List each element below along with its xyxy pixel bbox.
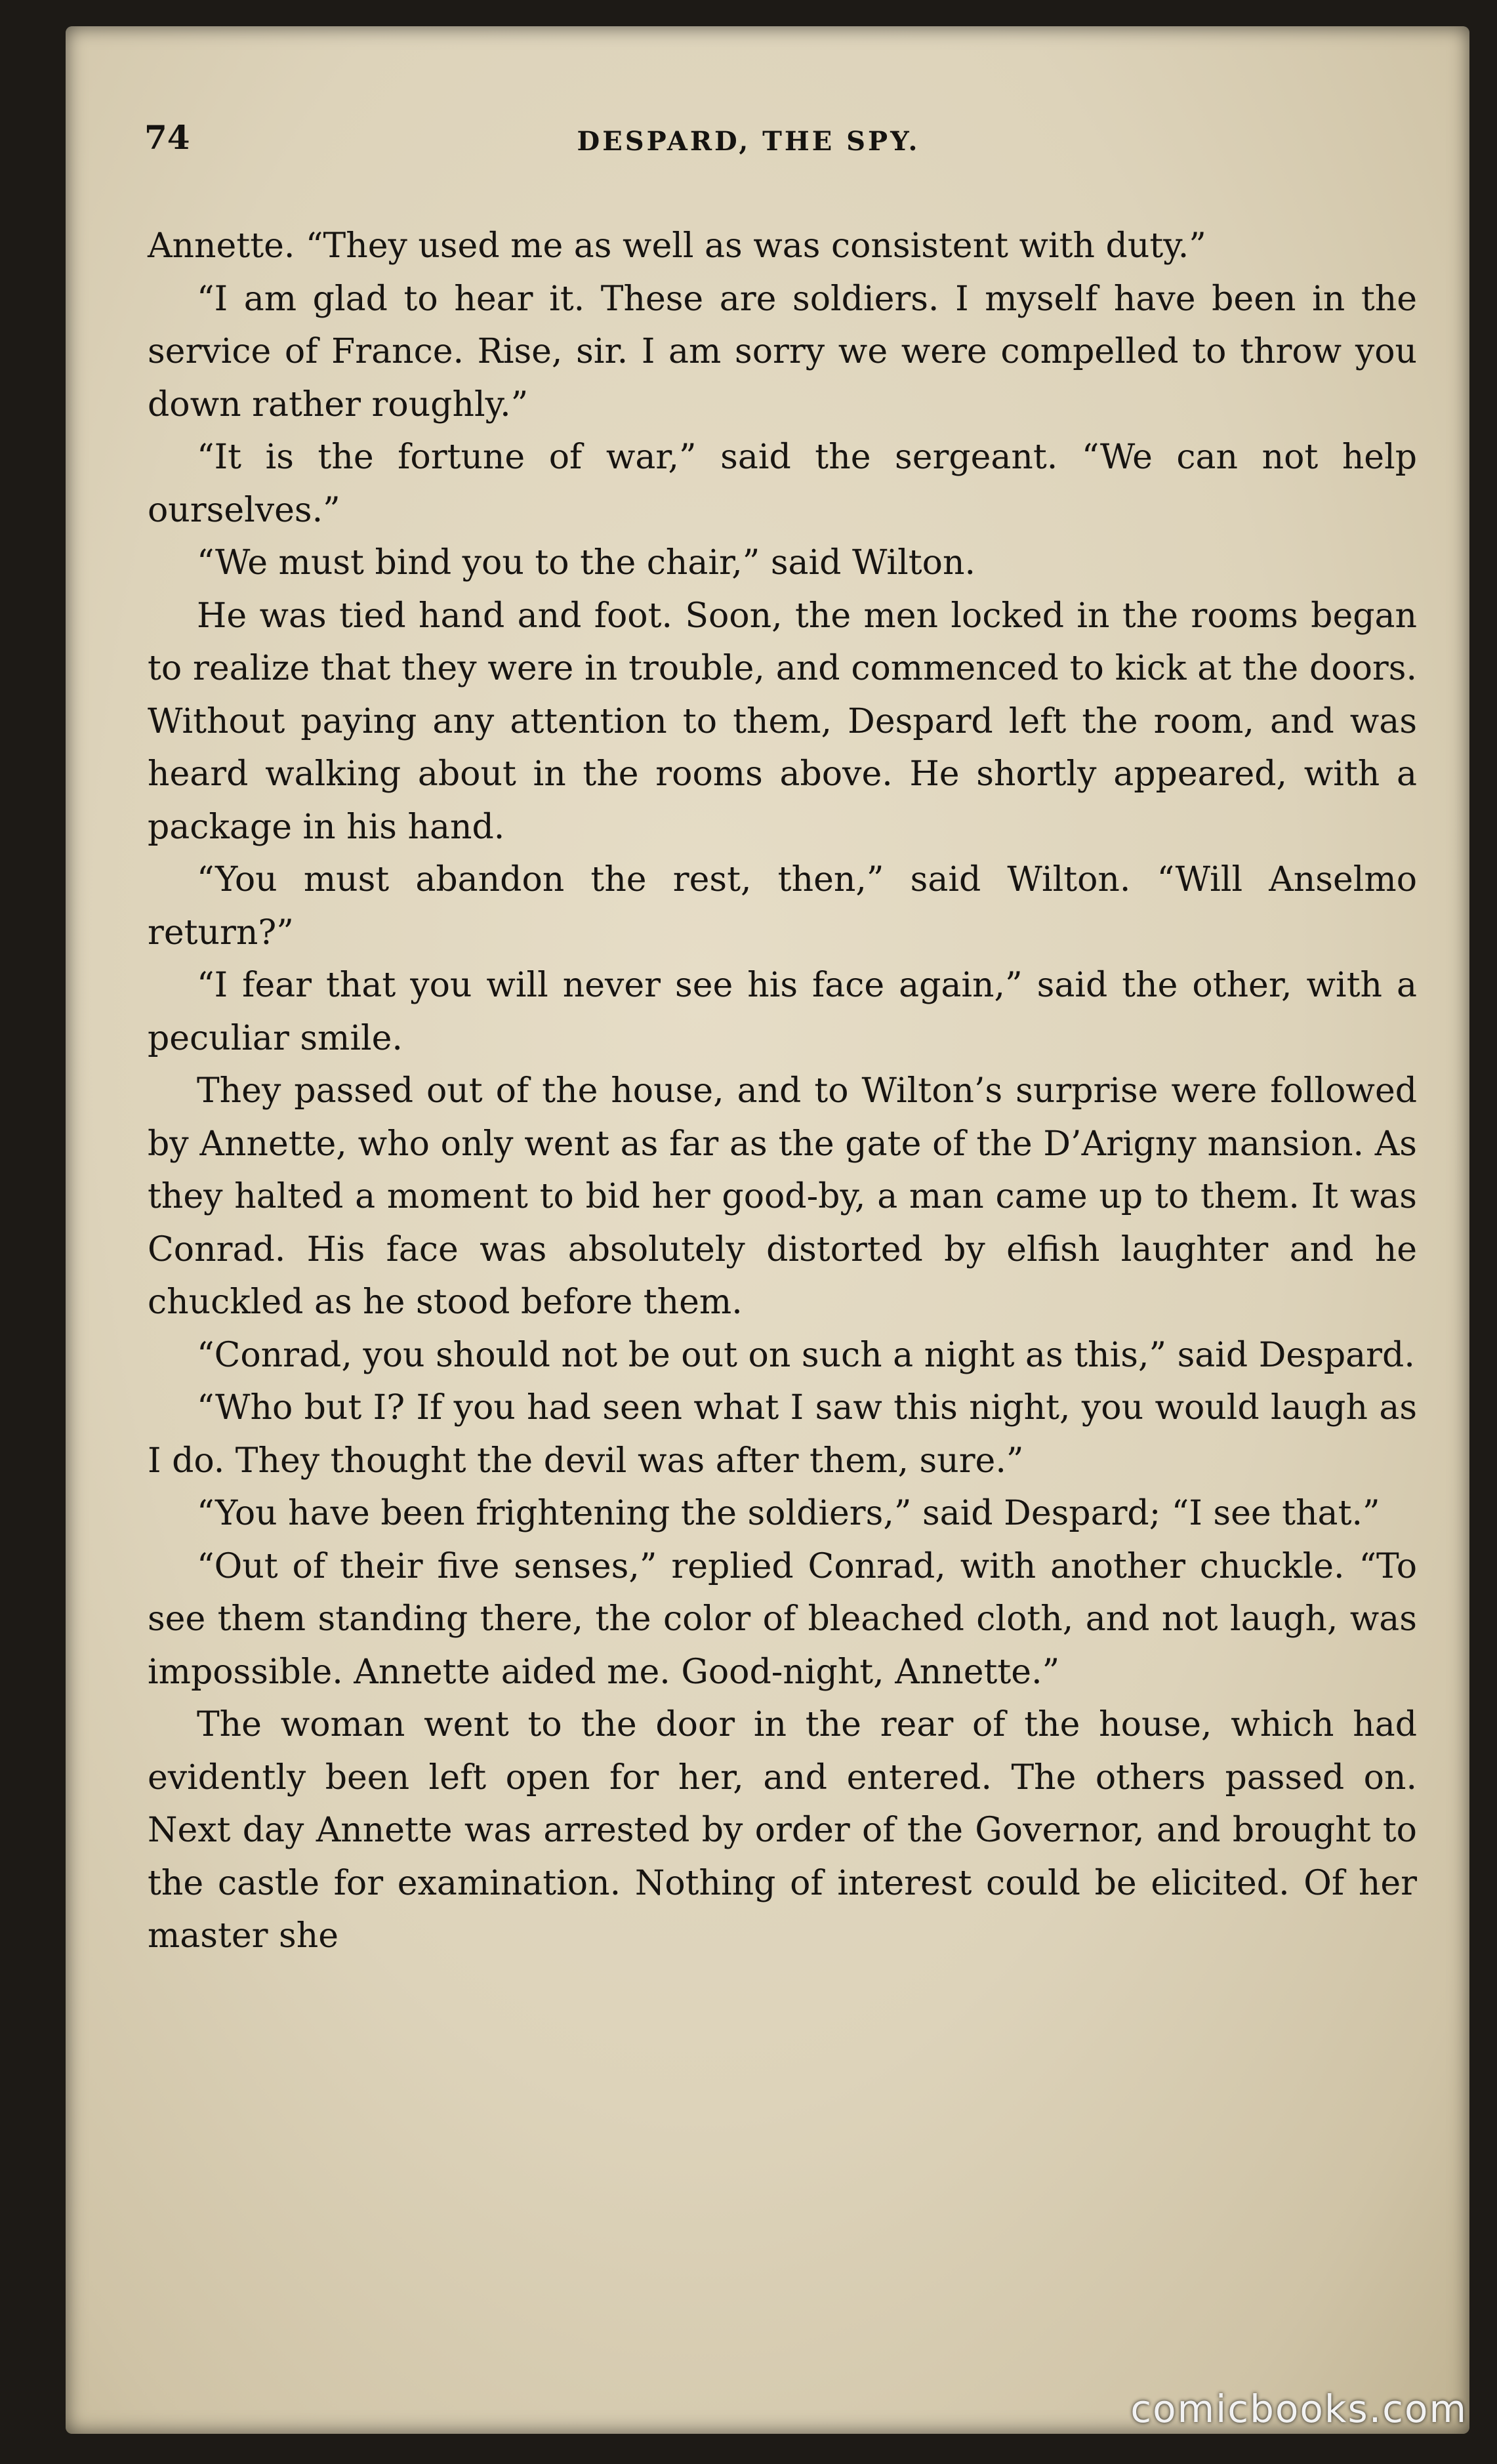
watermark: comicbooks.com — [1130, 2387, 1467, 2431]
paragraph: He was tied hand and foot. Soon, the men locked in the rooms began to realize that they were in trouble, and commenced to kick at the doors. Without paying any attention to them, Despard left the room, and was heard walking about in the rooms above. He shortly appeared, with a package in his hand. — [148, 596, 1417, 847]
paragraph: “Conrad, you should not be out on such a night as this,” said Despard. — [197, 1335, 1415, 1375]
paragraph: “We must bind you to the chair,” said Wilton. — [197, 543, 975, 583]
paragraph: The woman went to the door in the rear of the house, which had evidently been left open for her, and entered. The others passed on. Next day Annette was arrested by order of the Governor, and brought to the castle for examination. Nothing of interest could be elicited. Of her master she — [148, 1705, 1417, 1956]
page-body — [148, 220, 1417, 1963]
paragraph: “I fear that you will never see his face again,” said the other, with a peculiar smile. — [148, 966, 1417, 1058]
running-head: DESPARD, THE SPY. — [577, 126, 920, 157]
paragraph: “You have been frightening the soldiers,” said Despard; “I see that.” — [197, 1494, 1380, 1533]
paragraph: “You must abandon the rest, then,” said Wilton. “Will Anselmo return?” — [148, 860, 1417, 953]
paragraph: “Out of their five senses,” replied Conrad, with another chuckle. “To see them standing there, the color of bleached cloth, and not laugh, was impossible. Annette aided me. Good-night, Annette.” — [148, 1546, 1417, 1692]
paragraph: They passed out of the house, and to Wilton’s surprise were followed by Annette, who only went as far as the gate of the D’Arigny mansion. As they halted a moment to bid her good-by, a man came up to them. It was Conrad. His face was absolutely distorted by elfish laughter and he chuckled as he stood before them. — [148, 1071, 1417, 1322]
page-number: 74 — [144, 118, 190, 157]
paragraph: “Who but I? If you had seen what I saw this night, you would laugh as I do. They thought the devil was after them, sure.” — [148, 1388, 1417, 1481]
paragraph: Annette. “They used me as well as was consistent with duty.” — [148, 226, 1206, 266]
paragraph: “I am glad to hear it. These are soldiers. I myself have been in the service of France. Rise, sir. I am sorry we were compelled to throw you down rather roughly.” — [148, 279, 1417, 424]
paragraph: “It is the fortune of war,” said the sergeant. “We can not help ourselves.” — [148, 438, 1417, 530]
